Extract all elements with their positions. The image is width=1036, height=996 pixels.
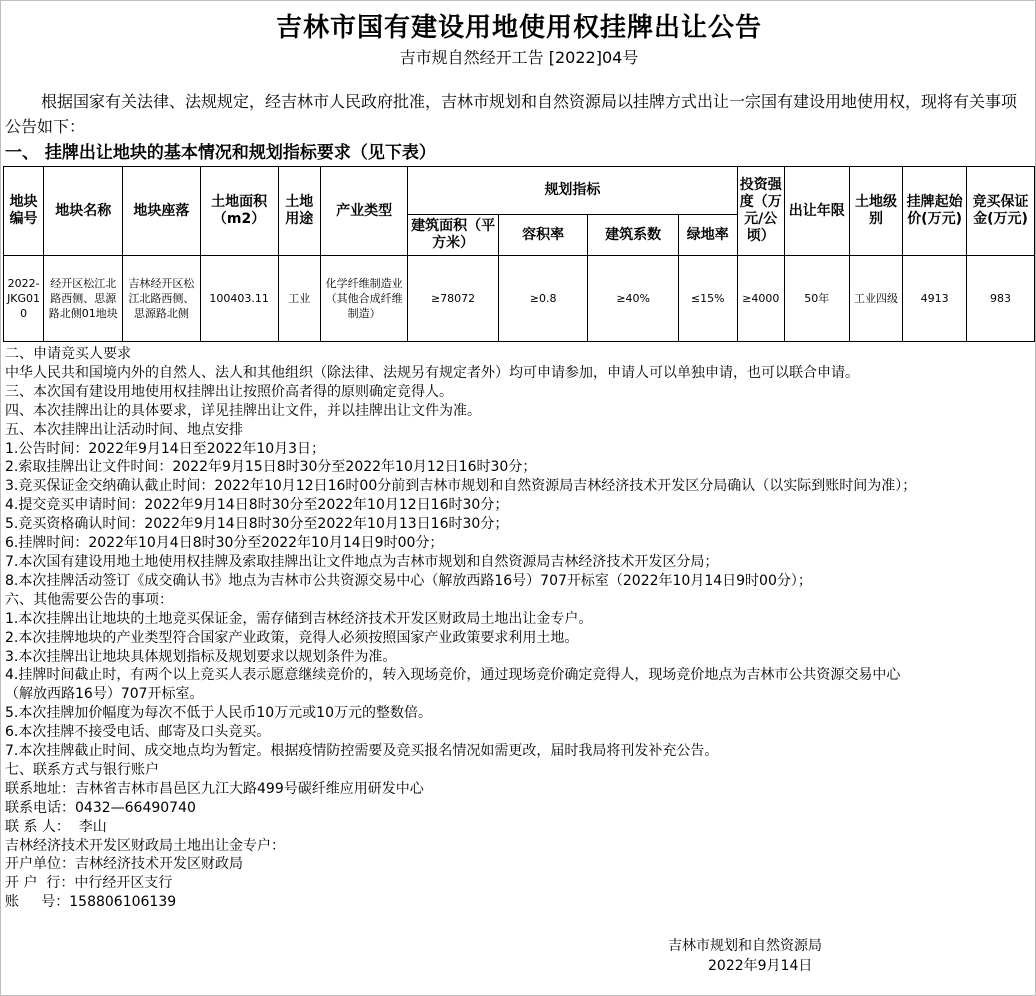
cell-far: ≥0.8 — [498, 256, 588, 342]
body-line: 三、本次国有建设用地使用权挂牌出让按照价高者得的原则确定竞得人。 — [5, 383, 453, 400]
document-number: 吉市规自然经开工告 [2022]04号 — [399, 48, 639, 67]
body-line: 3.本次挂牌出让地块具体规划指标及规划要求以规划条件为准。 — [5, 648, 397, 665]
cell-industry: 化学纤维制造业（其他合成纤维制造） — [320, 256, 407, 342]
body-line: 联系地址：吉林省吉林市昌邑区九江大路499号碳纤维应用研发中心 — [5, 780, 424, 797]
cell-location: 吉林经开区松江北路西侧、思源路北侧 — [123, 256, 200, 342]
section1-heading: 一、 挂牌出让地块的基本情况和规划指标要求（见下表） — [5, 143, 436, 163]
notice-title: 吉林市国有建设用地使用权挂牌出让公告 — [275, 13, 762, 43]
cell-start-price: 4913 — [903, 256, 967, 342]
header-deposit: 竞买保证金(万元) — [966, 167, 1034, 256]
header-location: 地块座落 — [123, 167, 200, 256]
body-line: 4.提交竞买申请时间：2022年9月14日8时30分至2022年10月12日16时30分； — [5, 497, 509, 514]
body-line: 5.竞买资格确认时间：2022年9月14日8时30分至2022年10月13日16时30分； — [5, 516, 509, 533]
header-far: 容积率 — [498, 215, 588, 256]
cell-density: ≥40% — [588, 256, 679, 342]
header-parcel-name: 地块名称 — [44, 167, 123, 256]
body-line: 6.本次挂牌不接受电话、邮寄及口头竞买。 — [5, 724, 271, 741]
body-line: 3.竞买保证金交纳确认截止时间：2022年10月12日16时00分前到吉林市规划和自然资源局吉林经济技术开发区分局确认（以实际到账时间为准）； — [5, 478, 917, 495]
header-density: 建筑系数 — [588, 215, 679, 256]
body-line: 1.公告时间：2022年9月14日至2022年10月3日； — [5, 440, 326, 457]
body-line: 4.挂牌时间截止时，有两个以上竞买人表示愿意继续竞价的，转入现场竞价，通过现场竞价确定竞得人，现场竞价地点为吉林市公共资源交易中心 — [5, 667, 901, 684]
cell-deposit: 983 — [966, 256, 1034, 342]
signature-org: 吉林市规划和自然资源局 — [668, 938, 822, 954]
parcel-table — [3, 166, 1035, 342]
body-line: 二、申请竞买人要求 — [5, 346, 131, 362]
body-line: 四、本次挂牌出让的具体要求，详见挂牌出让文件，并以挂牌出让文件为准。 — [5, 402, 481, 419]
intro-paragraph: 根据国家有关法律、法规规定，经吉林市人民政府批准，吉林市规划和自然资源局以挂牌方式出让一宗国有建设用地使用权，现将有关事项公告如下： — [5, 92, 1018, 136]
header-investment: 投资强度（万元/公顷） — [737, 167, 784, 256]
cell-green: ≤15% — [678, 256, 737, 342]
header-industry: 产业类型 — [320, 167, 407, 256]
header-grade: 土地级别 — [849, 167, 903, 256]
header-planning: 规划指标 — [408, 167, 737, 215]
body-line: （解放西路16号）707开标室。 — [5, 686, 204, 703]
cell-term: 50年 — [784, 256, 849, 342]
body-line: 2.本次挂牌地块的产业类型符合国家产业政策，竞得人必须按照国家产业政策要求利用土地。 — [5, 629, 579, 646]
body-line: 1.本次挂牌出让地块的土地竞买保证金，需存储到吉林经济技术开发区财政局土地出让金专户。 — [5, 610, 593, 627]
header-green: 绿地率 — [678, 215, 737, 256]
body-line: 7.本次挂牌截止时间、成交地点均为暂定。根据疫情防控需要及竞买报名情况如需更改，届时我局将刊发补充公告。 — [5, 743, 719, 760]
body-line: 联系电话：0432—66490740 — [5, 799, 196, 816]
cell-parcel-name: 经开区松江北路西侧、思源路北侧01地块 — [44, 256, 123, 342]
body-line: 账 号：158806106139 — [5, 894, 177, 911]
body-line: 五、本次挂牌出让活动时间、地点安排 — [5, 421, 243, 438]
body-line: 中华人民共和国境内外的自然人、法人和其他组织（除法律、法规另有规定者外）均可申请参加，申请人可以单独申请，也可以联合申请。 — [5, 364, 859, 381]
cell-grade: 工业四级 — [849, 256, 903, 342]
header-term: 出让年限 — [784, 167, 849, 256]
body-line: 8.本次挂牌活动签订《成交确认书》地点为吉林市公共资源交易中心（解放西路16号）707开标室（2022年10月14日9时00分）； — [5, 572, 812, 589]
notice-body — [5, 345, 1035, 912]
body-line: 2.索取挂牌出让文件时间：2022年9月15日8时30分至2022年10月12日16时30分； — [5, 459, 537, 476]
signature-date: 2022年9月14日 — [708, 958, 813, 974]
body-line: 开户单位：吉林经济技术开发区财政局 — [5, 856, 243, 873]
cell-parcel-no: 2022-JKG010 — [4, 256, 44, 342]
body-line: 六、其他需要公告的事项： — [5, 591, 173, 608]
cell-build-area: ≥78072 — [408, 256, 499, 342]
body-line: 吉林经济技术开发区财政局土地出让金专户： — [5, 837, 285, 854]
cell-use: 工业 — [278, 256, 320, 342]
body-line: 6.挂牌时间：2022年10月4日8时30分至2022年10月14日9时00分； — [5, 535, 444, 552]
header-build-area: 建筑面积（平方米） — [408, 215, 499, 256]
body-line: 开 户 行：中行经开区支行 — [5, 875, 173, 892]
cell-investment: ≥4000 — [737, 256, 784, 342]
cell-area: 100403.11 — [200, 256, 278, 342]
header-area: 土地面积（m2） — [200, 167, 278, 256]
body-line: 7.本次国有建设用地土地使用权挂牌及索取挂牌出让文件地点为吉林市规划和自然资源局吉林经济技术开发区分局； — [5, 553, 719, 570]
body-line: 七、联系方式与银行账户 — [5, 761, 159, 778]
body-line: 联 系 人： 李山 — [5, 818, 107, 835]
body-line: 5.本次挂牌加价幅度为每次不低于人民币10万元或10万元的整数倍。 — [5, 705, 432, 722]
header-parcel-no: 地块编号 — [4, 167, 44, 256]
header-use: 土地用途 — [278, 167, 320, 256]
header-start-price: 挂牌起始价(万元) — [903, 167, 967, 256]
